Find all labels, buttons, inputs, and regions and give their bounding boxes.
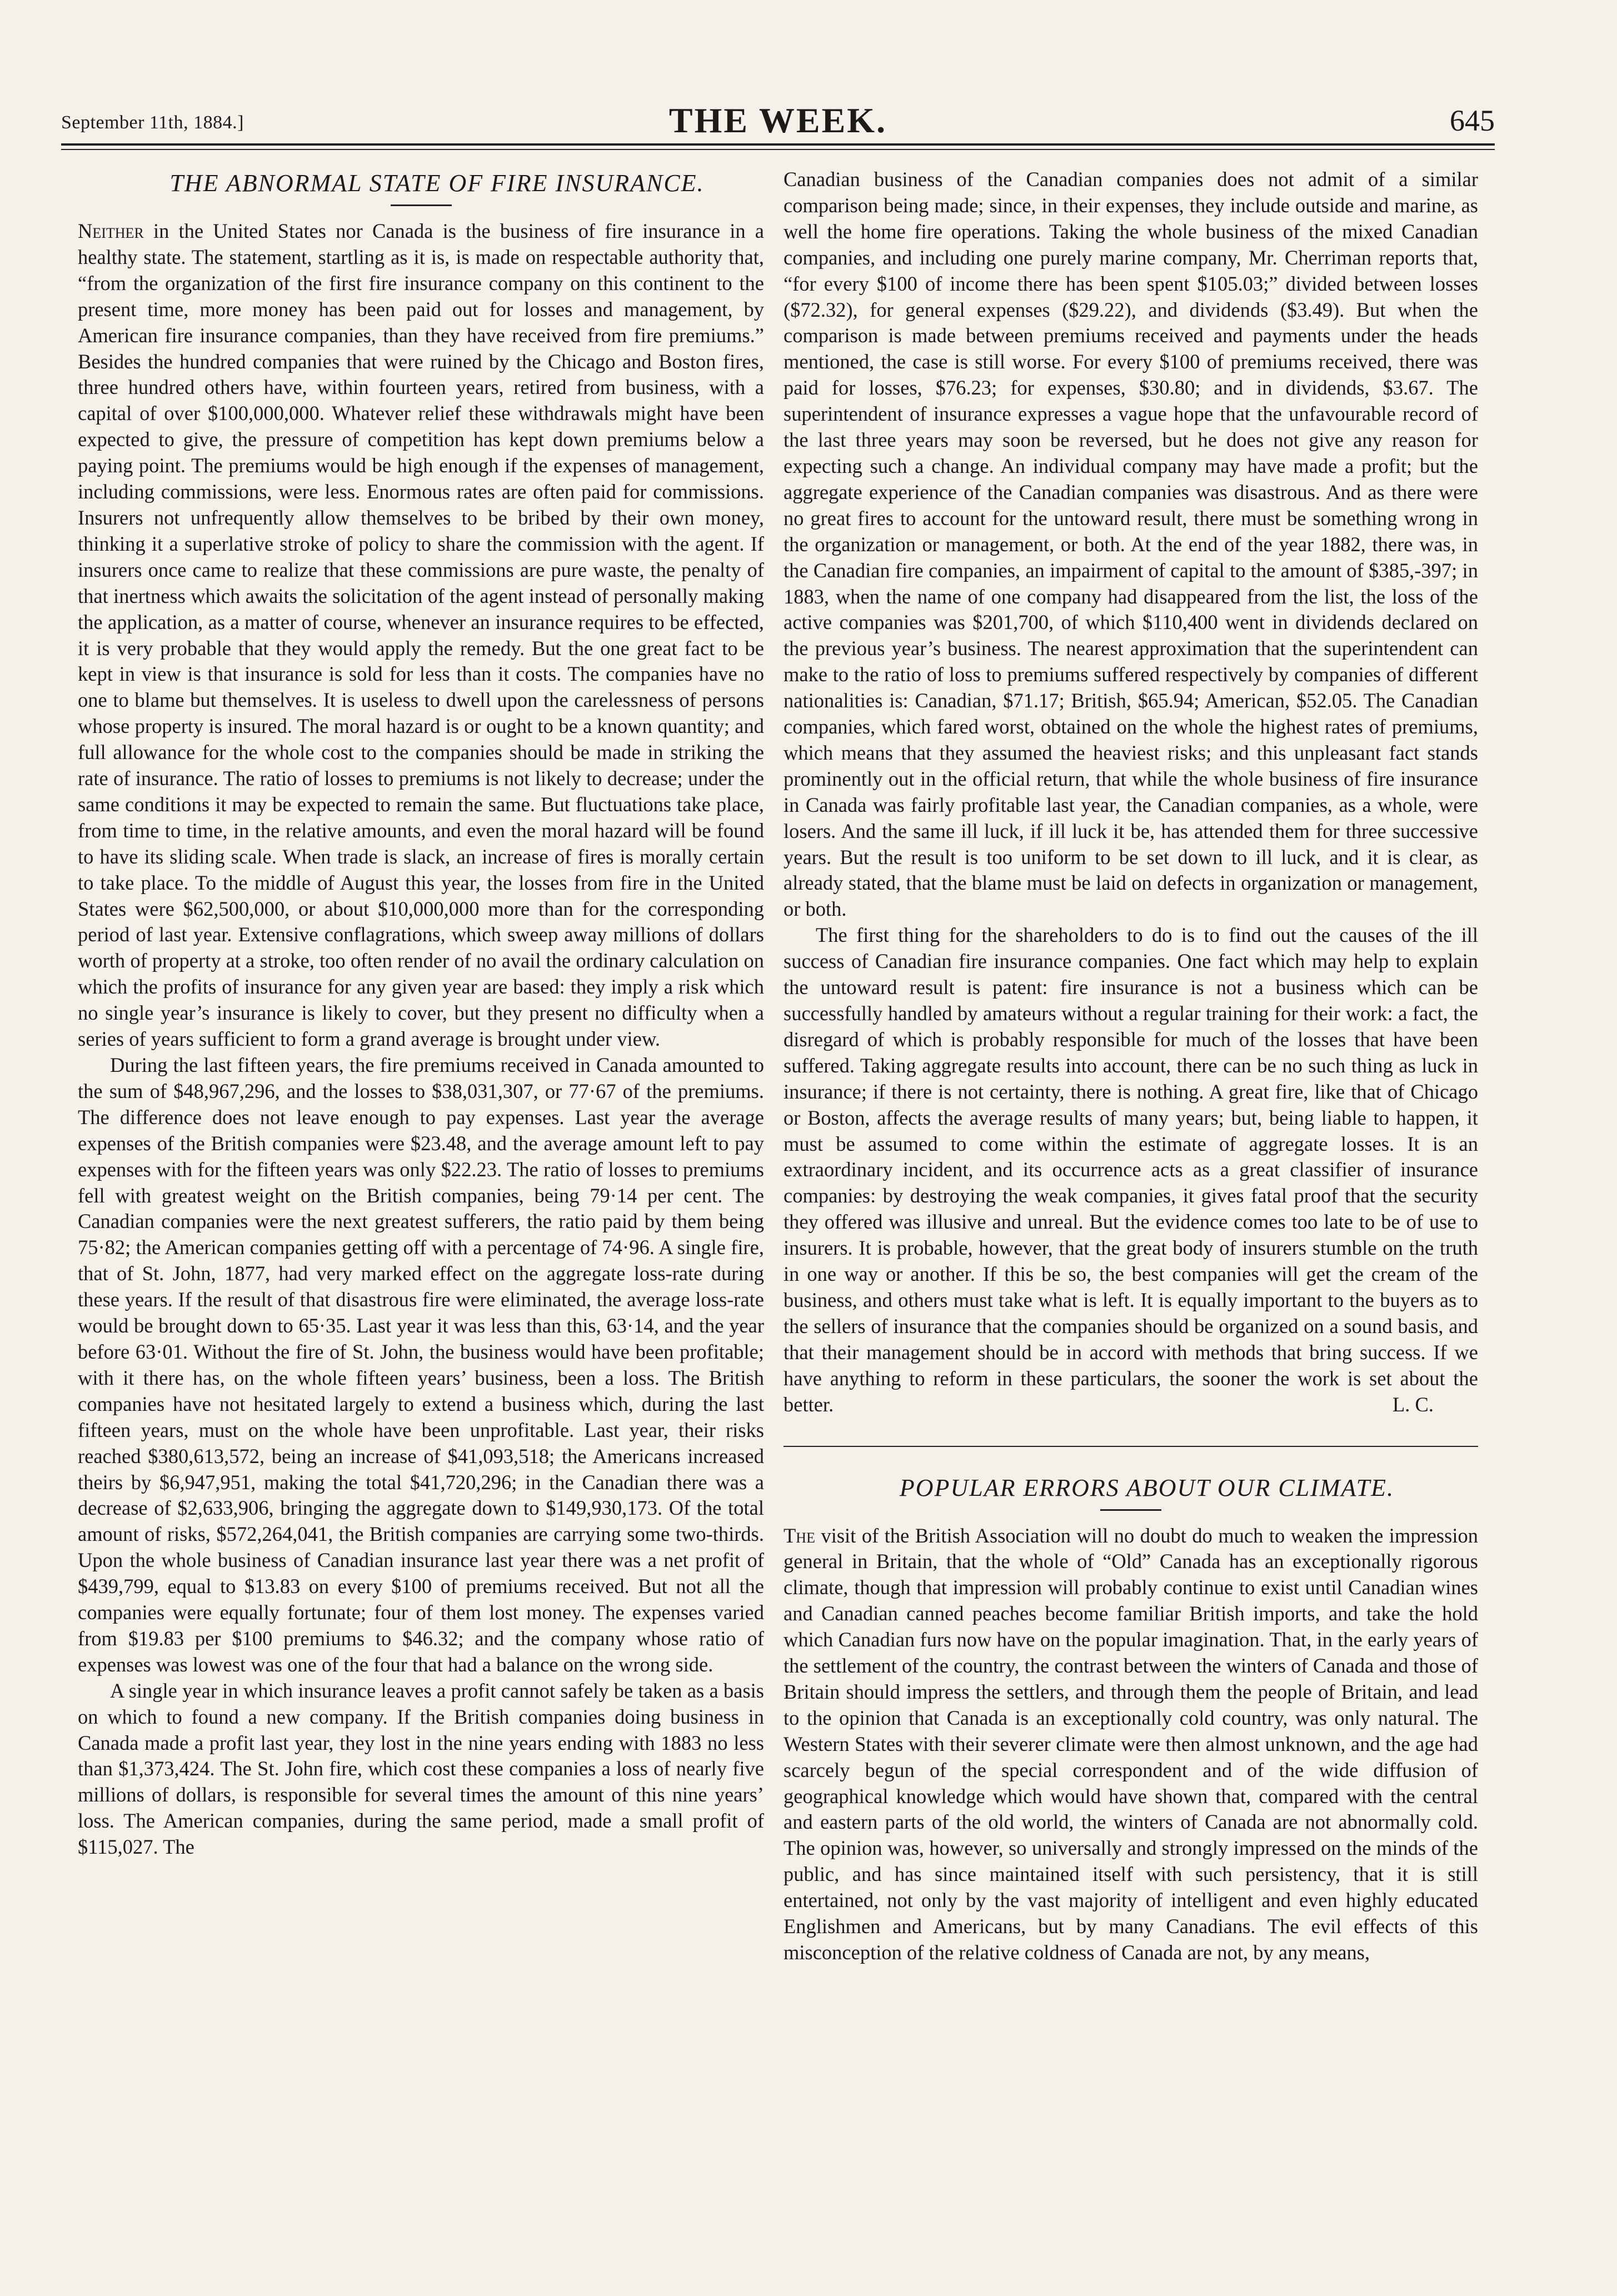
issue-date: September 11th, 1884.]: [61, 112, 244, 133]
paragraph-text: The first thing for the shareholders to do is to find out the causes of the ill success of Canadian fire insurance companies. One fact which may help to explain the untoward result is patent: fire insurance is not a business which can be successfully handled by amateurs without a regular training for their work: a fact, the disregard of which is probably responsible for much of the losses that have been suffered. Taking aggregate results into account, there can be no such thing as luck in insurance; if there is not certainty, there is nothing. A great fire, like that of Chicago or Boston, affects the average results of many years; but, being liable to happen, it must be assumed to come within the estimate of aggregate losses. It is an extraordinary incident, and its occurrence acts as a great classifier of insurance companies: by destroying the weak companies, it gives fatal proof that the security they offered was illusive and unreal. But the evidence comes too late to be of use to insurers. It is probable, however, that the great body of insurers stumble on the truth in one way or another. If this be so, the best companies will get the cream of the business, and others must take what is left. It is equally important to the buyers as to the sellers of insurance that the companies should be organized on a sound basis, and that their management should be in accord with methods that bring success. If we have anything to reform in these particulars, the sooner the work is set about the better.: [783, 924, 1478, 1416]
page-number: 645: [1450, 104, 1495, 137]
paragraph-text: visit of the British Association will no doubt do much to weaken the impression general in Britain, that the whole of “Old” Canada has an exceptionally rigorous climate, though that impression will probably continue to exist until Canadian wines and Canadian canned peaches become familiar British imports, and take the hold which Canadian furs now have on the popular imagination. That, in the early years of the settlement of the country, the contrast between the winters of Canada and those of Britain should impress the settlers, and through them the people of Britain, and lead to the opinion that Canada is an exceptionally cold country, was only natural. The Western States with their severer climate were then almost unknown, and the age had scarcely begun of the special correspondent and of the wide diffusion of geographical knowledge which would have shown that, compared with the central and eastern parts of the old world, the winters of Canada are not abnormally cold. The opinion was, however, so universally and strongly impressed on the minds of the public, and has since maintained itself with such persistency, that it is still entertained, not only by the vast majority of intelligent and even highly educated Englishmen and Americans, but by many Canadians. The evil effects of this misconception of the relative coldness of Canada are not, by any means,: [783, 1524, 1478, 1964]
title-rule: [391, 204, 452, 206]
drop-word: The: [783, 1524, 815, 1547]
article-title: THE ABNORMAL STATE OF FIRE INSURANCE.: [169, 169, 705, 197]
article-paragraph: [783, 922, 1478, 1417]
article-paragraph: [783, 1523, 1478, 1966]
article-paragraph: During the last fifteen years, the fire premiums received in Canada amounted to the sum of $48,967,296, and the losses to $38,031,307, or 77·67 of the premiums. The difference does not leave enough to pay expenses. Last year the average expenses of the British companies were $23.48, and the average amount left to pay expenses with for the fifteen years was only $22.23. The ratio of losses to premiums fell with greatest weight on the British companies, being 79·14 per cent. The Canadian companies were the next greatest sufferers, the ratio paid by them being 75·82; the American companies getting off with a percentage of 74·96. A single fire, that of St. John, 1877, had very marked effect on the aggregate loss-rate during these years. If the result of that disastrous fire were eliminated, the average loss-rate would be brought down to 65·35. Last year it was less than this, 63·14, and the year before 63·01. Without the fire of St. John, the business would have been profitable; with it there has, on the whole fifteen years’ business, been a loss. The British companies have not hesitated largely to extend a business which, during the last fifteen years, must on the whole have been unprofitable. Last year, their risks reached $380,613,572, being an increase of $41,093,518; the Americans increased theirs by $6,947,951, making the total $41,720,296; in the Canadian there was a decrease of $2,633,906, bringing the aggregate down to $149,930,173. Of the total amount of risks, $572,264,041, the British companies are carrying some two-thirds. Upon the whole business of Canadian insurance last year there was a net profit of $439,799, equal to $13.83 on every $100 of premiums received. But not all the companies were equally fortunate; four of them lost money. The expenses varied from $19.83 per $100 premiums to $46.32; and the company whose ratio of expenses was lowest was one of the four that had a balance on the wrong side.: [78, 1054, 764, 1676]
author-signature: L. C.: [1392, 1392, 1434, 1416]
column-right: [783, 167, 1478, 1966]
column-left: [78, 167, 764, 1860]
page-header: [61, 100, 1495, 150]
paragraph-text: in the United States nor Canada is the business of fire insurance in a healthy state. The statement, startling as it is, is made on respectable authority that, “from the organization of the first fire insurance company on this continent to the present time, more money has been paid out for losses and management, by American fire insurance companies, than they have received from fire premiums.” Besides the hundred companies that were ruined by the Chicago and Boston fires, three hundred others have, within fourteen years, retired from business, with a capital of over $100,000,000. Whatever relief these withdrawals might have been expected to give, the pressure of competition has kept down premiums below a paying point. The premiums would be high enough if the expenses of management, including commissions, were less. Enormous rates are often paid for commissions. Insurers not unfrequently allow themselves to be bribed by their own money, thinking it a superlative stroke of policy to share the commission with the agent. If insurers once came to realize that these commissions are pure waste, the penalty of that inertness which awaits the solicitation of the agent instead of personally making the application, as a matter of course, whenever an insurance requires to be effected, it is very probable that they would apply the remedy. But the one great fact to be kept in view is that insurance is sold for less than it costs. The companies have no one to blame but themselves. It is useless to dwell upon the carelessness of persons whose property is insured. The moral hazard is or ought to be a known quantity; and full allowance for the whole cost to the companies should be made in striking the rate of insurance. The ratio of losses to premiums is not likely to decrease; under the same conditions it may be expected to remain the same. But fluctuations take place, from time to time, in the relative amounts, and even the moral hazard will be found to have its sliding scale. When trade is slack, an increase of fires is morally certain to take place. To the middle of August this year, the losses from fire in the United States were $62,500,000, or about $10,000,000 more than for the corresponding period of last year. Extensive conflagrations, which sweep away millions of dollars worth of property at a stroke, too often render of no avail the ordinary calculation on which the profits of insurance for any given year are based: they imply a risk which no single year’s insurance is likely to cover, but they present no difficulty when a series of years sufficient to form a grand average is brought under view.: [78, 219, 764, 1051]
masthead-title: THE WEEK.: [668, 101, 887, 140]
article-paragraph: Canadian business of the Canadian companies does not admit of a similar comparison being made; since, in their expenses, they include outside and marine, as well the home fire operations. Taking the whole business of the mixed Canadian companies, and including one purely marine company, Mr. Cherriman reports that, “for every $100 of income there has been spent $105.03;” divided between losses ($72.32), for general expenses ($29.22), and dividends ($3.49). But when the comparison is made between premiums received and payments under the heads mentioned, the case is still worse. For every $100 of premiums received, there was paid for losses, $76.23; for expenses, $30.80; and in dividends, $3.67. The superintendent of insurance expresses a vague hope that the unfavourable record of the last three years may soon be reversed, but he does not give any reason for expecting such a change. An individual company may have made a profit; but the aggregate experience of the Canadian companies was disastrous. And as there were no great fires to account for the untoward result, there must be something wrong in the organization or management, or both. At the end of the year 1882, there was, in the Canadian fire companies, an impairment of capital to the amount of $385,-397; in 1883, when the name of one company had disappeared from the list, the loss of the active companies was $201,700, of which $110,400 went in dividends declared on the previous year’s business. The nearest approximation that the superintendent can make to the ratio of loss to premiums suffered respectively by companies of different nationalities is: Canadian, $71.17; British, $65.94; American, $52.05. The Canadian companies, which fared worst, obtained on the whole the highest rates of premiums, which means that they assumed the heaviest risks; and this unpleasant fact stands prominently out in the official return, that while the whole business of fire insurance in Canada was fairly profitable last year, the Canadian companies, as a whole, were losers. And the same ill luck, if ill luck it be, has attended them for three successive years. But the result is too uniform to be set down to ill luck, and it is clear, as already stated, that the blame must be laid on defects in organization or management, or both.: [783, 168, 1478, 921]
article-paragraph: [78, 218, 764, 1052]
header-rule: [61, 143, 1495, 146]
article-separator: [783, 1446, 1478, 1447]
header-rule-thin: [61, 149, 1495, 150]
article-title: POPULAR ERRORS ABOUT OUR CLIMATE.: [899, 1474, 1395, 1501]
article-paragraph: A single year in which insurance leaves a profit cannot safely be taken as a basis on which to found a new company. If the British companies doing business in Canada made a profit last year, they lost in the nine years ending with 1883 no less than $1,373,424. The St. John fire, which cost these companies a loss of nearly five millions of dollars, is responsible for several times the amount of this nine years’ loss. The American companies, during the same period, made a small profit of $115,027. The: [78, 1679, 764, 1859]
title-rule: [1100, 1509, 1161, 1511]
drop-word: Neither: [78, 219, 144, 242]
newspaper-page: [39, 0, 1495, 2296]
